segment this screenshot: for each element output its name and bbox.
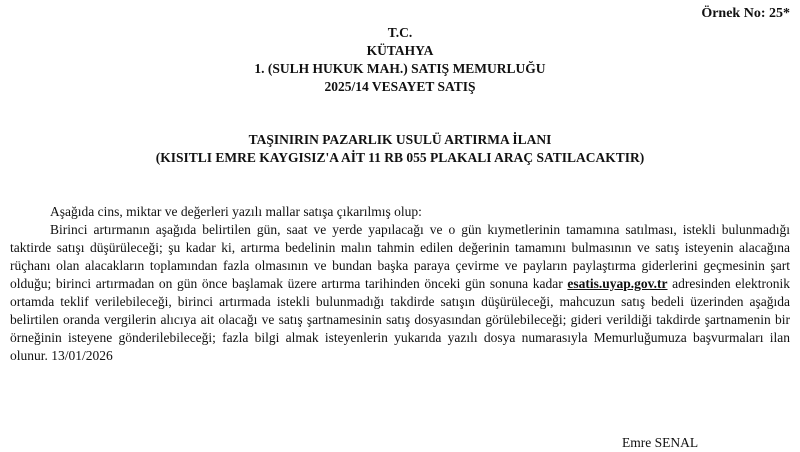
announcement-title-main: TAŞINIRIN PAZARLIK USULÜ ARTIRMA İLANI [248, 132, 552, 147]
header-office: 1. (SULH HUKUK MAH.) SATIŞ MEMURLUĞU [254, 61, 546, 76]
main-paragraph [10, 221, 790, 365]
document-header [0, 24, 800, 96]
paragraph-text-part1: Birinci artırmanın aşağıda belirtilen gün, saat ve yerde yapılacağı ve o gün kıymetlerinin tamamına satılması, istekli bulunmadığı taktirde satışı düşürüleceği; şu kadar ki, artırma bedelinin malın tahmin edilen değerinin tamamını bulmasının ve satış isteyenin alacağına rüçhanı olan alacakların toplamından fazla olmasının ve bundan başka paraya çevirme ve payların paylaştırma giderlerini geçmesinin şart olduğu; birinci artırmadan on gün önce başlamak üzere artırma tarihinden önceki gün sonuna kadar [10, 222, 790, 291]
header-file-number: 2025/14 VESAYET SATIŞ [324, 79, 476, 94]
announcement-title-sub: (KISITLI EMRE KAYGISIZ'A AİT 11 RB 055 PLAKALI ARAÇ SATILACAKTIR) [155, 150, 645, 165]
sample-number: Örnek No: 25* [701, 6, 790, 21]
esatis-link[interactable]: esatis.uyap.gov.tr [567, 276, 668, 291]
header-city: KÜTAHYA [366, 43, 434, 58]
intro-line: Aşağıda cins, miktar ve değerleri yazılı mallar satışa çıkarılmış olup: [50, 204, 422, 219]
announcement-body [10, 203, 790, 365]
header-country: T.C. [387, 25, 413, 40]
paragraph-text-part2: adresinden elektronik ortamda teklif verilebileceği, birinci artırmada istekli bulunmadığı takdirde satışın düşürüleceği, mahcuzun satış bedeli üzerinden aşağıda belirtilen oranda vergilerin alıcıya ait olacağı ve satış şartnamesinin satış dosyasından görülebileceği; gideri verildiği takdirde şartnamenin bir örneğinin isteyene gönderilebileceği; fazla bilgi almak isteyenlerin yukarıda yazılı dosya numarasıyla Memurluğumuza başvurmaları ilan olunur. 13/01/2026 [10, 276, 790, 363]
signature-name: Emre SENAL [622, 435, 699, 450]
announcement-title [0, 131, 800, 167]
